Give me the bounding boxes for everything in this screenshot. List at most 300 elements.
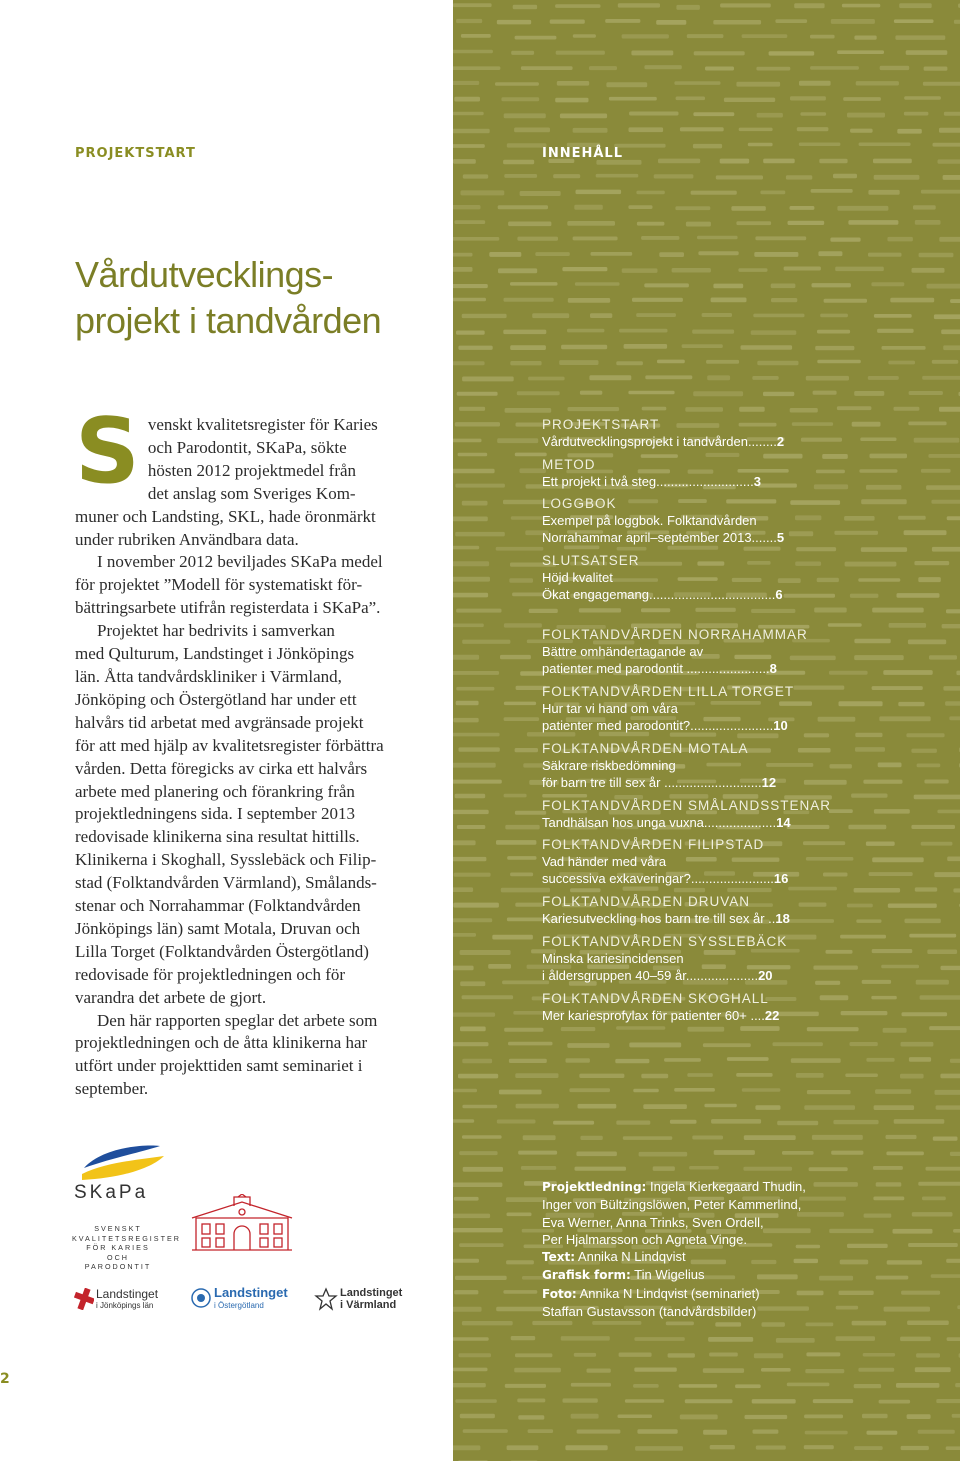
stripe-mark bbox=[877, 329, 914, 333]
stripe-mark bbox=[514, 128, 550, 133]
stripe-mark bbox=[782, 1151, 814, 1155]
stripe-mark bbox=[833, 174, 857, 179]
stripe-mark bbox=[622, 34, 669, 38]
stripe-mark bbox=[836, 1336, 876, 1341]
stripe-mark bbox=[875, 1089, 911, 1094]
toc-entry[interactable] bbox=[542, 933, 842, 984]
stripe-mark bbox=[504, 702, 536, 706]
skapa-wordmark: SKaPa bbox=[74, 1182, 149, 1203]
stripe-mark bbox=[706, 360, 739, 364]
stripe-mark bbox=[501, 888, 550, 893]
stripe-mark bbox=[711, 298, 747, 303]
stripe-mark bbox=[504, 623, 542, 627]
stripe-mark bbox=[496, 840, 536, 845]
stripe-mark bbox=[831, 19, 875, 24]
stripe-mark bbox=[809, 1167, 848, 1171]
stripe-mark bbox=[866, 1058, 894, 1062]
stripe-mark bbox=[850, 594, 879, 598]
stripe-mark bbox=[656, 20, 686, 25]
stripe-mark bbox=[510, 361, 541, 365]
section-label: PROJEKTSTART bbox=[75, 146, 196, 161]
left-page bbox=[0, 0, 453, 1461]
stripe-mark bbox=[856, 919, 881, 923]
stripe-mark bbox=[909, 391, 943, 395]
stripe-mark bbox=[515, 1073, 558, 1078]
stripe-mark bbox=[453, 1259, 479, 1263]
building-illustration-icon bbox=[188, 1194, 296, 1252]
stripe-mark bbox=[564, 546, 600, 550]
toc-page: 12 bbox=[761, 775, 777, 790]
stripe-mark bbox=[713, 284, 743, 289]
toc-heading: SLUTSATSER bbox=[542, 553, 640, 568]
stripe-mark bbox=[887, 237, 913, 242]
stripe-mark bbox=[562, 267, 607, 271]
stripe-mark bbox=[529, 609, 558, 613]
stripe-mark bbox=[932, 547, 960, 552]
stripe-mark bbox=[455, 532, 505, 537]
stripe-mark bbox=[929, 655, 957, 659]
stripe-mark bbox=[498, 205, 548, 209]
stripe-mark bbox=[504, 1028, 543, 1032]
stripe-mark bbox=[894, 19, 934, 23]
stripe-mark bbox=[737, 733, 778, 738]
jonkoping-cross-icon bbox=[74, 1288, 94, 1310]
stripe-mark bbox=[784, 267, 821, 271]
stripe-mark bbox=[950, 1059, 960, 1063]
stripe-mark bbox=[861, 547, 907, 552]
credit-value: Ingela Kierkegaard Thudin, bbox=[649, 1179, 806, 1194]
stripe-mark bbox=[560, 114, 607, 119]
stripe-mark bbox=[693, 112, 734, 116]
toc-page: 22 bbox=[764, 1008, 780, 1023]
stripe-mark bbox=[453, 857, 486, 861]
stripe-mark bbox=[687, 1073, 713, 1077]
toc-page: 10 bbox=[773, 718, 788, 733]
stripe-mark bbox=[804, 1445, 834, 1449]
stripe-mark bbox=[847, 113, 885, 118]
stripe-mark bbox=[453, 593, 488, 598]
stripe-mark bbox=[851, 794, 887, 798]
stripe-mark bbox=[559, 360, 598, 365]
stripe-mark bbox=[711, 1119, 761, 1124]
toc-heading: FOLKTANDVÅRDEN SMÅLANDSSTENAR bbox=[542, 798, 832, 813]
stripe-mark bbox=[575, 1167, 627, 1171]
toc-page: 3 bbox=[753, 474, 761, 489]
stripe-mark bbox=[933, 143, 960, 147]
stripe-mark bbox=[591, 252, 633, 256]
stripe-mark bbox=[879, 716, 930, 721]
stripe-mark bbox=[619, 1353, 652, 1357]
stripe-mark bbox=[938, 159, 960, 163]
stripe-mark bbox=[756, 1446, 786, 1450]
stripe-mark bbox=[453, 3, 492, 7]
stripe-mark bbox=[755, 1105, 780, 1110]
stripe-mark bbox=[557, 81, 589, 86]
stripe-mark bbox=[453, 671, 499, 675]
stripe-mark bbox=[462, 1059, 492, 1064]
stripe-mark bbox=[679, 1384, 718, 1388]
stripe-mark bbox=[676, 5, 700, 10]
stripe-mark bbox=[453, 733, 500, 737]
stripe-mark bbox=[755, 236, 806, 240]
stripe-mark bbox=[736, 221, 771, 225]
stripe-mark bbox=[906, 50, 948, 55]
stripe-mark bbox=[459, 407, 485, 411]
stripe-mark bbox=[518, 1151, 557, 1155]
toc-heading: FOLKTANDVÅRDEN NORRAHAMMAR bbox=[542, 627, 808, 642]
toc-entry[interactable] bbox=[542, 990, 842, 1024]
stripe-mark bbox=[460, 1414, 495, 1418]
text-line: och Parodontit, SKaPa, sökte bbox=[147, 437, 347, 457]
stripe-mark bbox=[753, 314, 804, 318]
stripe-mark bbox=[453, 1089, 477, 1093]
stripe-mark bbox=[453, 1013, 495, 1017]
stripe-mark bbox=[843, 97, 881, 101]
stripe-mark bbox=[505, 408, 552, 413]
stripe-mark bbox=[520, 191, 561, 196]
stripe-mark bbox=[516, 1104, 559, 1109]
stripe-mark bbox=[691, 191, 737, 195]
stripe-mark bbox=[453, 50, 493, 54]
stripe-mark bbox=[462, 640, 510, 644]
stripe-mark bbox=[751, 330, 797, 335]
toc-page: 16 bbox=[773, 871, 789, 886]
stripe-mark bbox=[457, 825, 485, 829]
credit-line: Inger von Bültzingslöwen, Peter Kammerlind, bbox=[542, 1197, 802, 1213]
stripe-mark bbox=[952, 1414, 960, 1418]
stripe-mark bbox=[453, 267, 473, 272]
stripe-mark bbox=[563, 1398, 598, 1402]
skapa-subtitle bbox=[72, 1224, 181, 1272]
stripe-mark bbox=[453, 903, 499, 908]
stripe-mark bbox=[724, 98, 775, 102]
stripe-mark bbox=[886, 1135, 917, 1139]
toc-heading: FOLKTANDVÅRDEN SYSSLEBÄCK bbox=[542, 934, 788, 949]
toc-entry[interactable] bbox=[542, 740, 842, 791]
text-line: för projektet ”Modell för systematiskt för- bbox=[75, 575, 363, 595]
stripe-mark bbox=[756, 67, 790, 71]
stripe-mark bbox=[914, 795, 960, 800]
stripe-mark bbox=[504, 174, 537, 178]
stripe-mark bbox=[698, 251, 738, 255]
stripe-mark bbox=[503, 330, 546, 335]
stripe-mark bbox=[812, 283, 851, 287]
stripe-mark bbox=[923, 82, 960, 86]
stripe-mark bbox=[873, 1197, 904, 1201]
toc-line: Minska kariesincidensen bbox=[542, 951, 684, 966]
toc-text: Kariesutveckling hos barn tre till sex år .. bbox=[542, 911, 776, 926]
stripe-mark bbox=[950, 1152, 960, 1156]
stripe-mark bbox=[720, 159, 750, 164]
stripe-mark bbox=[873, 159, 912, 164]
stripe-mark bbox=[528, 377, 565, 381]
toc-entry[interactable] bbox=[542, 552, 842, 603]
stripe-mark bbox=[908, 422, 946, 426]
stripe-mark bbox=[517, 391, 560, 395]
stripe-mark bbox=[553, 174, 580, 178]
stripe-mark bbox=[453, 253, 473, 257]
stripe-mark bbox=[622, 268, 658, 273]
stripe-mark bbox=[810, 66, 859, 70]
stripe-mark bbox=[716, 175, 763, 179]
stripe-mark bbox=[813, 391, 837, 395]
stripe-mark bbox=[740, 1026, 779, 1031]
stripe-mark bbox=[861, 499, 907, 504]
stripe-mark bbox=[932, 360, 959, 364]
stripe-mark bbox=[743, 1167, 792, 1171]
stripe-mark bbox=[738, 268, 767, 272]
stripe-mark bbox=[761, 1368, 791, 1372]
stripe-mark bbox=[692, 330, 734, 334]
stripe-mark bbox=[636, 313, 676, 317]
stripe-mark bbox=[456, 687, 494, 691]
stripe-mark bbox=[754, 1353, 783, 1358]
stripe-mark bbox=[806, 1352, 840, 1356]
stripe-mark bbox=[741, 345, 793, 349]
text-line: hösten 2012 projektmedel från bbox=[147, 460, 357, 480]
toc-text: för barn tre till sex år ........................... bbox=[542, 775, 762, 790]
stripe-mark bbox=[503, 1290, 537, 1294]
stripe-mark bbox=[797, 127, 829, 131]
stripe-mark bbox=[580, 1136, 602, 1140]
stripe-mark bbox=[692, 1136, 723, 1140]
stripe-mark bbox=[776, 1338, 815, 1343]
text-line: redovisade för projektledningen och för bbox=[75, 964, 346, 984]
text-line: redovisade klinikerna sina resultat hittills. bbox=[75, 827, 360, 847]
stripe-mark bbox=[812, 1135, 863, 1140]
stripe-mark bbox=[769, 51, 815, 55]
stripe-mark bbox=[736, 1073, 772, 1077]
toc-entry[interactable] bbox=[542, 416, 842, 450]
stripe-mark bbox=[453, 1119, 474, 1123]
credit-value: Annika N Lindqvist bbox=[577, 1249, 686, 1265]
stripe-mark bbox=[888, 361, 915, 365]
toc-line: Vad händer med våra bbox=[542, 854, 667, 869]
stripe-mark bbox=[807, 1090, 851, 1094]
stripe-mark bbox=[911, 749, 937, 753]
toc-heading: FOLKTANDVÅRDEN SKOGHALL bbox=[542, 991, 769, 1006]
stripe-mark bbox=[806, 376, 849, 381]
stripe-mark bbox=[458, 453, 488, 457]
toc-line bbox=[542, 1007, 842, 1024]
stripe-mark bbox=[511, 1336, 536, 1340]
stripe-mark bbox=[914, 561, 949, 565]
stripe-mark bbox=[899, 3, 932, 8]
text-line: Klinikerna i Skoghall, Sysslebäck och Filip- bbox=[75, 850, 377, 870]
toc-entry[interactable] bbox=[542, 456, 842, 490]
credit-label: Text: bbox=[542, 1250, 576, 1265]
stripe-mark bbox=[936, 1105, 960, 1109]
credit-label: Foto: bbox=[542, 1286, 577, 1301]
stripe-mark bbox=[794, 3, 824, 8]
stripe-mark bbox=[868, 376, 899, 380]
stripe-mark bbox=[934, 872, 960, 877]
toc-entry[interactable] bbox=[542, 893, 842, 927]
stripe-mark bbox=[458, 1074, 498, 1079]
stripe-mark bbox=[455, 1276, 507, 1280]
stripe-mark bbox=[637, 222, 665, 226]
stripe-mark bbox=[872, 686, 923, 690]
stripe-mark bbox=[895, 35, 945, 40]
text-line: utfört under projekttiden samt seminariet i bbox=[75, 1056, 363, 1076]
stripe-mark bbox=[633, 1089, 659, 1093]
stripe-mark bbox=[454, 220, 485, 224]
stripe-mark bbox=[879, 1400, 911, 1404]
stripe-mark bbox=[921, 469, 951, 473]
stripe-mark bbox=[629, 127, 664, 132]
stripe-mark bbox=[508, 222, 551, 227]
stripe-mark bbox=[859, 143, 911, 147]
logo-sub: i Värmland bbox=[340, 1299, 397, 1311]
stripe-mark bbox=[911, 825, 955, 829]
stripe-mark bbox=[506, 1260, 534, 1264]
section-label: INNEHÅLL bbox=[542, 146, 623, 161]
stripe-mark bbox=[508, 1042, 553, 1046]
stripe-mark bbox=[953, 888, 960, 892]
credit-line bbox=[542, 1285, 842, 1303]
stripe-mark bbox=[946, 1259, 960, 1263]
stripe-mark bbox=[820, 314, 848, 318]
text-line: det anslag som Sveriges Kom- bbox=[147, 483, 356, 503]
stripe-mark bbox=[854, 639, 890, 644]
stripe-mark bbox=[453, 624, 484, 628]
stripe-mark bbox=[454, 1197, 479, 1201]
stripe-mark bbox=[906, 733, 944, 737]
stripe-mark bbox=[641, 236, 679, 240]
stripe-mark bbox=[453, 66, 500, 70]
stripe-mark bbox=[918, 1182, 960, 1186]
stripe-mark bbox=[657, 360, 685, 364]
stripe-mark bbox=[568, 298, 610, 303]
stripe-mark bbox=[830, 238, 860, 242]
stripe-mark bbox=[921, 190, 960, 194]
stripe-mark bbox=[953, 1229, 960, 1233]
stripe-mark bbox=[874, 809, 910, 814]
stripe-mark bbox=[854, 1384, 881, 1388]
stripe-mark bbox=[901, 1446, 929, 1450]
toc-heading: FOLKTANDVÅRDEN DRUVAN bbox=[542, 894, 751, 909]
stripe-mark bbox=[462, 314, 507, 318]
credit-line: Eva Werner, Anna Trinks, Sven Ordell, bbox=[542, 1214, 764, 1230]
stripe-mark bbox=[507, 1445, 539, 1450]
stripe-mark bbox=[943, 175, 960, 180]
stripe-mark bbox=[760, 191, 785, 195]
toc-heading: METOD bbox=[542, 457, 596, 472]
stripe-mark bbox=[744, 1135, 796, 1140]
stripe-mark bbox=[833, 1120, 878, 1124]
toc-text: Tandhälsan hos unga vuxna.................... bbox=[542, 815, 777, 830]
stripe-mark bbox=[787, 1383, 830, 1387]
stripe-mark bbox=[807, 1027, 859, 1031]
text-line: med Qulturum, Landstinget i Jönköpings bbox=[75, 644, 355, 664]
stripe-mark bbox=[555, 4, 600, 8]
stripe-mark bbox=[455, 484, 505, 488]
skapa-sub-line: SVENSKT bbox=[94, 1224, 142, 1233]
stripe-mark bbox=[631, 51, 673, 56]
stripe-mark bbox=[876, 1276, 909, 1280]
logo-name: Landstinget bbox=[340, 1287, 403, 1299]
text-line: venskt kvalitetsregister för Karies bbox=[147, 415, 378, 434]
text-line: september. bbox=[75, 1079, 149, 1099]
stripe-mark bbox=[458, 346, 492, 350]
stripe-mark bbox=[855, 747, 885, 752]
stripe-mark bbox=[628, 205, 652, 209]
toc-heading: LOGGBOK bbox=[542, 496, 617, 511]
toc-entry[interactable] bbox=[542, 683, 842, 734]
stripe-mark bbox=[913, 205, 936, 209]
stripe-mark bbox=[927, 284, 960, 289]
toc-entry[interactable] bbox=[542, 797, 842, 831]
stripe-mark bbox=[882, 346, 926, 350]
stripe-mark bbox=[571, 1414, 599, 1419]
stripe-mark bbox=[942, 624, 960, 628]
stripe-mark bbox=[453, 129, 490, 134]
stripe-mark bbox=[507, 856, 536, 860]
toc-entry[interactable] bbox=[542, 495, 842, 546]
stripe-mark bbox=[939, 128, 960, 133]
stripe-mark bbox=[946, 1446, 960, 1450]
stripe-mark bbox=[804, 1105, 855, 1110]
stripe-mark bbox=[874, 175, 920, 180]
stripe-mark bbox=[739, 407, 765, 412]
stripe-mark bbox=[462, 1135, 502, 1139]
stripe-mark bbox=[884, 1307, 930, 1312]
toc-entry[interactable] bbox=[542, 836, 842, 887]
stripe-mark bbox=[786, 175, 812, 179]
stripe-mark bbox=[929, 1026, 960, 1030]
toc-line: Säkrare riskbedömning bbox=[542, 758, 676, 773]
stripe-mark bbox=[856, 81, 899, 85]
stripe-mark bbox=[520, 671, 544, 676]
landstinget-jonkoping-logo bbox=[72, 1284, 162, 1314]
stripe-mark bbox=[940, 1074, 960, 1079]
text-line: stad (Folktandvården Värmland), Smålands- bbox=[75, 873, 377, 893]
stripe-mark bbox=[742, 1088, 781, 1092]
landstinget-varmland-logo bbox=[314, 1284, 414, 1314]
stripe-mark bbox=[871, 996, 897, 1000]
toc-page: 6 bbox=[775, 587, 783, 602]
stripe-mark bbox=[852, 422, 881, 427]
stripe-mark bbox=[874, 314, 912, 318]
stripe-mark bbox=[869, 872, 913, 876]
stripe-mark bbox=[658, 159, 700, 164]
stripe-mark bbox=[632, 298, 683, 302]
body-text bbox=[75, 399, 420, 1101]
stripe-mark bbox=[866, 842, 895, 846]
stripe-mark bbox=[510, 345, 546, 350]
credit-line: Staffan Gustavsson (tandvårdsbilder) bbox=[542, 1304, 757, 1320]
stripe-mark bbox=[565, 1445, 607, 1450]
stripe-mark bbox=[873, 1166, 903, 1170]
stripe-mark bbox=[878, 763, 902, 768]
stripe-mark bbox=[897, 129, 922, 134]
stripe-mark bbox=[858, 1368, 894, 1372]
stripe-mark bbox=[642, 407, 667, 411]
toc-entry[interactable] bbox=[542, 626, 842, 677]
stripe-mark bbox=[509, 1059, 547, 1063]
stripe-mark bbox=[847, 1244, 888, 1248]
stripe-mark bbox=[819, 159, 847, 164]
stripe-mark bbox=[453, 561, 489, 566]
stripe-mark bbox=[883, 670, 932, 675]
stripe-mark bbox=[453, 205, 481, 209]
stripe-mark bbox=[908, 1243, 958, 1247]
text-line: stenar och Norrahammar (Folktandvården bbox=[75, 896, 361, 916]
stripe-mark bbox=[912, 1212, 953, 1216]
stripe-mark bbox=[535, 252, 570, 256]
stripe-mark bbox=[616, 1121, 650, 1125]
stripe-mark bbox=[497, 1120, 536, 1124]
